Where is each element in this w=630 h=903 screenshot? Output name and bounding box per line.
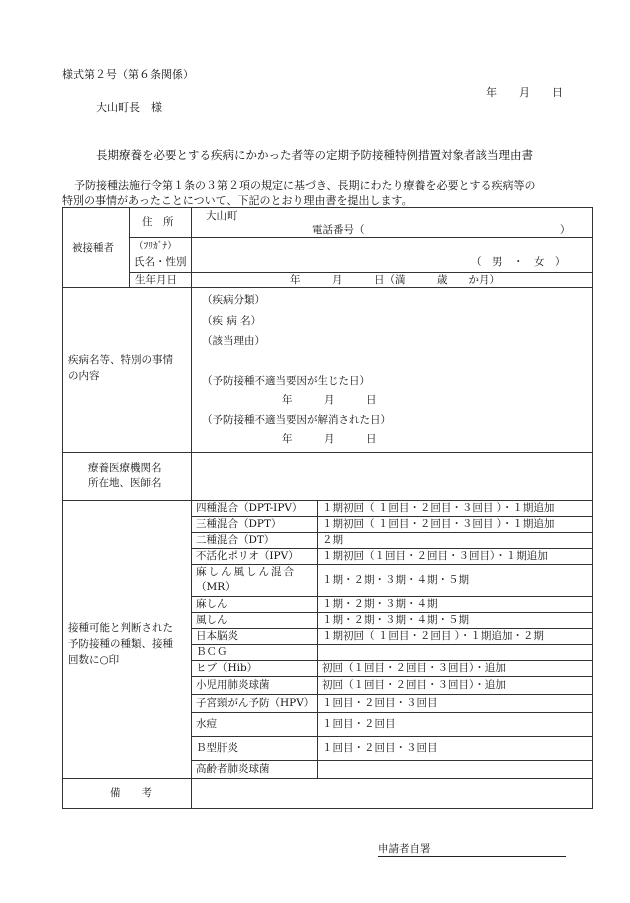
unsuitable-start-label: （予防接種不適当要因が生じた日） [202, 375, 370, 387]
vaccine-name: 水痘 [196, 718, 217, 730]
vaccine-doses[interactable]: １期初回（ １回目・２回目 ）・１期追加・２期 [322, 630, 544, 642]
vaccine-label-1: 接種可能と判断された [68, 622, 173, 634]
disease-reason: （該当理由） [202, 335, 265, 347]
vaccine-name: 三種混合（DPT） [196, 518, 282, 530]
intro-line-1: 予防接種法施行令第１条の３第２項の規定に基づき、長期にわたり療養を必要とする疾病等の [74, 179, 536, 192]
vaccine-doses[interactable]: 初回（１回目・２回目・３回目）・追加 [322, 679, 506, 691]
vaccine-doses[interactable]: １期・２期・３期・４期・５期 [322, 614, 469, 626]
vaccine-doses[interactable]: １期初回（ １回目・２回目・３回目 ）・１期追加 [322, 518, 555, 530]
birth-date-value: 年 月 日（満 歳 か月） [290, 274, 500, 286]
gender-options: （ 男 ・ 女 ） [471, 256, 566, 268]
vaccine-name: 子宮頸がん予防（HPV） [196, 697, 315, 709]
vaccine-name: 不活化ポリオ（IPV） [196, 550, 299, 562]
vaccine-doses[interactable]: ２期 [322, 534, 343, 546]
vaccine-name: ヒブ（Hib） [196, 662, 258, 674]
phone-label: 電話番号（ [312, 224, 365, 236]
document-title: 長期療養を必要とする疾病にかかった者等の定期予防接種特例措置対象者該当理由書 [96, 148, 533, 162]
vaccine-name: 麻しん風しん混合 [196, 566, 296, 578]
vaccine-name: ＢＣＧ [196, 646, 228, 658]
phone-close: ） [560, 224, 571, 236]
patient-section-label: 被接種者 [72, 242, 114, 254]
vaccine-doses[interactable]: １回目・２回目 [322, 718, 396, 730]
vaccine-name: 小児用肺炎球菌 [196, 679, 270, 691]
vaccine-name: 四種混合（DPT-IPV） [196, 502, 303, 514]
form-number: 様式第２号（第６条関係） [62, 68, 194, 81]
vaccine-label-3: 回数に○印 [68, 654, 120, 666]
vaccine-label-2: 予防接種の種類、接種 [68, 638, 173, 650]
vaccine-doses[interactable]: １期・２期・３期・４期・５期 [322, 574, 469, 586]
disease-label-2: の内容 [68, 370, 100, 382]
vaccine-doses[interactable]: １期初回（１回目・２回目・３回目）・１期追加 [322, 550, 548, 562]
furigana-label: （ﾌﾘｶﾞﾅ） [134, 241, 177, 252]
vaccine-doses[interactable]: １回目・２回目・３回目 [322, 697, 438, 709]
signature-line[interactable] [378, 856, 566, 857]
remarks-label: 備 考 [110, 787, 152, 799]
disease-name: （疾 病 名） [202, 315, 262, 327]
disease-category: （疾病分類） [202, 294, 265, 306]
medical-label-1: 療養医療機関名 [88, 462, 162, 474]
unsuitable-start-date: 年 月 日 [282, 394, 377, 406]
vaccine-name: 二種混合（DT） [196, 534, 275, 546]
birth-date-label: 生年月日 [135, 274, 177, 286]
vaccine-name: 麻しん [196, 598, 228, 610]
vaccine-doses[interactable]: １期初回（ １回目・２回目・３回目 ）・１期追加 [322, 502, 555, 514]
date-line: 年 月 日 [486, 86, 563, 99]
vaccine-doses[interactable]: 初回（１回目・２回目・３回目）・追加 [322, 662, 506, 674]
vaccine-name-sub: （MR） [196, 581, 236, 593]
intro-line-2: 特別の事情があったことについて、下記のとおり理由書を提出します。 [62, 194, 413, 207]
name-gender-label: 氏名・性別 [134, 256, 187, 268]
unsuitable-end-date: 年 月 日 [282, 433, 377, 445]
address-value: 大山町 [206, 210, 238, 222]
medical-label-2: 所在地、医師名 [88, 477, 162, 489]
vaccine-name: 高齢者肺炎球菌 [196, 763, 270, 775]
disease-label-1: 疾病名等、特別の事情 [68, 354, 173, 366]
address-label: 住 所 [142, 216, 174, 228]
unsuitable-end-label: （予防接種不適当要因が解消された日） [202, 414, 391, 426]
vaccine-name: 日本脳炎 [196, 630, 238, 642]
addressee: 大山町長 様 [96, 101, 162, 114]
signature-label: 申請者自署 [378, 843, 431, 855]
vaccine-doses[interactable]: １期・２期・３期・４期 [322, 598, 438, 610]
vaccine-name: 風しん [196, 614, 228, 626]
vaccine-name: Ｂ型肝炎 [196, 742, 238, 754]
vaccine-doses[interactable]: １回目・２回目・３回目 [322, 742, 438, 754]
